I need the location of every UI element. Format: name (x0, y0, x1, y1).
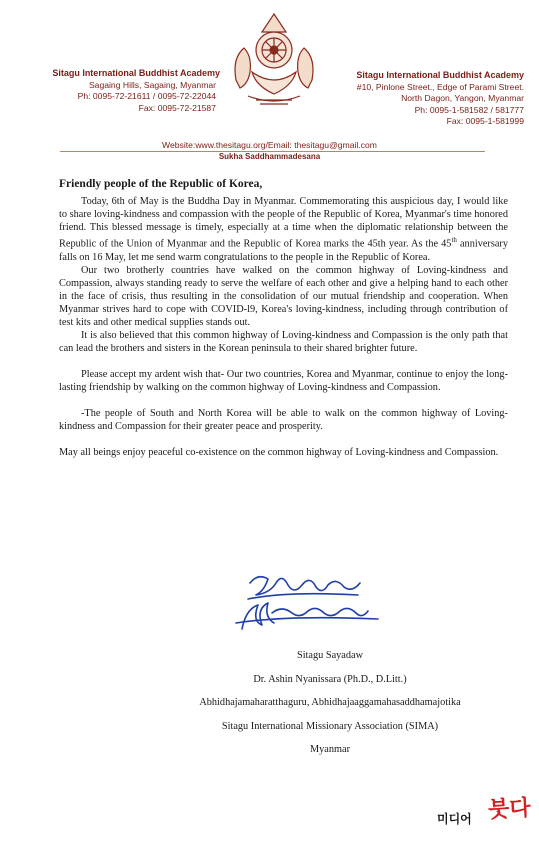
right-fax: Fax: 0095-1-581999 (446, 116, 524, 127)
signature-block (160, 650, 500, 768)
media-buddha-watermark-logo (437, 790, 537, 830)
paragraph-2: Our two brotherly countries have walked on the common highway of Loving-kindness and Compassion, always standing ready to serve the welfare of each other and give a helping hand to each other in the face of crisis, thus resulting in the consolidation of our mutual friendship and cooperation. When Myanmar strives hard to cope with COVID-l9, Korea's loving-kindness, including through contribution of test kits and other medical supplies stands out. (59, 264, 508, 328)
academy-emblem-logo (222, 10, 326, 110)
handwritten-signature (228, 565, 398, 635)
paragraph-1-text-b: anniversary falls on 16 May, let me send warm congratulations to the people in the Republic of Korea. (59, 238, 509, 263)
letter-body (59, 195, 508, 459)
right-phone: Ph: 0095-1-581582 / 581777 (414, 104, 524, 115)
left-phone: Ph: 0095-72-21611 / 0095-72-22044 (77, 91, 216, 102)
paragraph-4: Please accept my ardent wish that- Our two countries, Korea and Myanmar, continue to enjoy the long-lasting friendship by walking on the common highway of Loving-kindness and Compassion. (59, 368, 508, 394)
right-address-city: North Dagon, Yangon, Myanmar (401, 93, 524, 104)
right-org-name: Sitagu International Buddhist Academy (356, 70, 524, 80)
motto: Sukha Saddhammadesana (218, 152, 321, 161)
signer-full-name: Dr. Ashin Nyanissara (Ph.D., D.Litt.) (253, 673, 407, 685)
left-org-name: Sitagu International Buddhist Academy (52, 68, 220, 78)
watermark-text-media: 미디어 (437, 812, 472, 826)
paragraph-1 (59, 195, 508, 264)
website-email-line: Website:www.thesitagu.org/Email: thesitagu@gmail.com (162, 140, 377, 150)
watermark-text-buddha: 붓다 (487, 795, 532, 824)
paragraph-3: It is also believed that this common highway of Loving-kindness and Compassion is the only path that can lead the brothers and sisters in the Korean peninsula to their shared brighter future. (59, 329, 508, 354)
right-address-street: #10, Pinlone Street., Edge of Parami Street. (356, 81, 524, 92)
paragraph-6: May all beings enjoy peaceful co-existence on the common highway of Loving-kindness and Compassion. (59, 447, 499, 459)
paragraph-5: -The people of South and North Korea will be able to walk on the common highway of Loving-kindness and Compassion for their greater peace and prosperity. (59, 408, 508, 433)
signer-titles: Abhidhajamaharatthaguru, Abhidhajaaggamahasaddhamajotika (199, 697, 461, 708)
signer-association: Sitagu International Missionary Association (SIMA) (221, 720, 439, 732)
left-fax: Fax: 0095-72-21587 (138, 102, 216, 113)
letterhead-right (338, 70, 524, 128)
paragraph-1-superscript: th (451, 236, 457, 245)
letterhead-left (40, 68, 220, 114)
salutation: Friendly people of the Republic of Korea, (59, 178, 263, 190)
signer-country: Myanmar (309, 744, 351, 755)
left-address: Sagaing Hills, Sagaing, Myanmar (88, 79, 216, 90)
paragraph-1-text-a: Today, 6th of May is the Buddha Day in Myanmar. Commemorating this auspicious day, I would like to share loving-kindness and compassion with the people of the Republic of Korea, Myanmar's time honored friend. This blessed message is timely, especially at a time when the diplomatic relationship between the Republic of the Union of Myanmar and the Republic of Korea marks the 45th year. As the 45 (59, 196, 508, 250)
signer-name: Sitagu Sayadaw (296, 650, 364, 661)
